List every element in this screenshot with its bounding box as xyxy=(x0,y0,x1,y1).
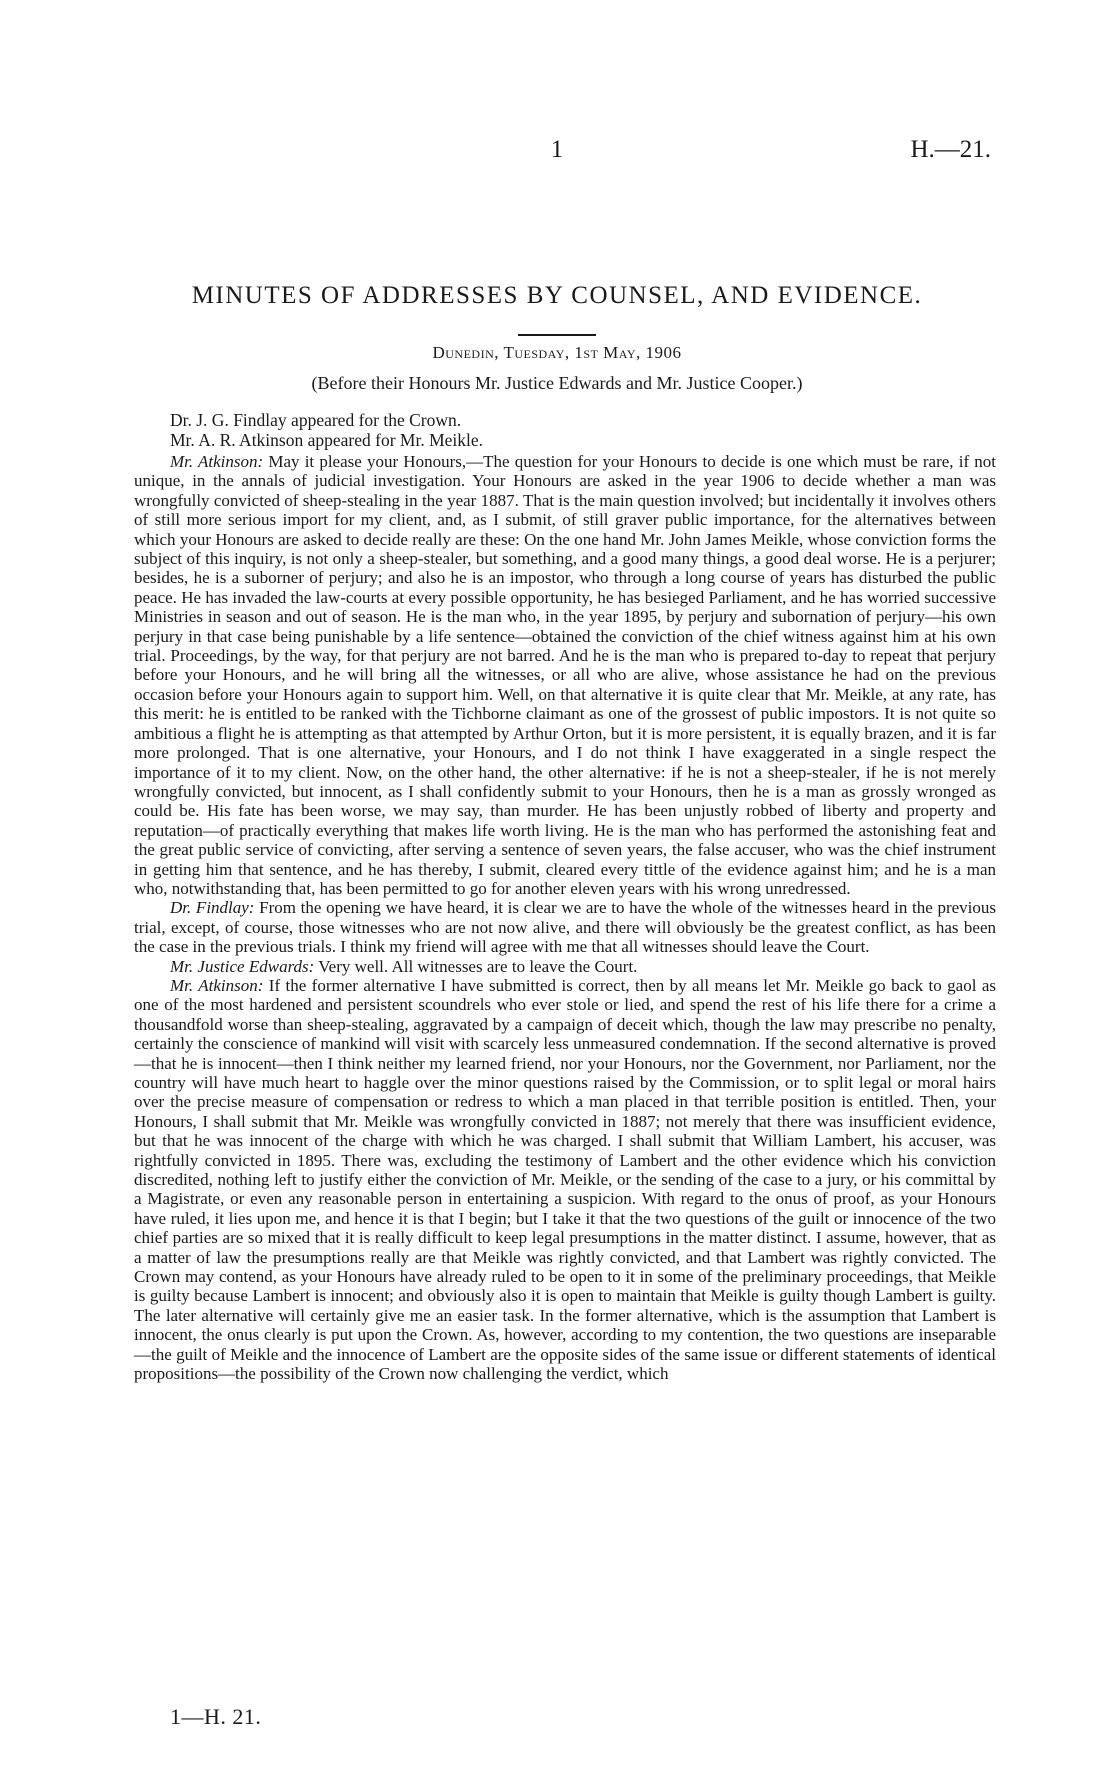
paragraph-text: May it please your Honours,—The question for your Honours to decide is one which must be rare, if not unique, in the annals of judicial investigation. Your Honours are asked in the year 1906 to decide whether a man was wrongfully convicted of sheep-stealing in the year 1887. That is the main question involved; but incidentally it involves others of still more serious import for my client, and, as I submit, of still graver public importance, for the alternatives between which your Honours are asked to decide really are these: On the one hand Mr. John James Meikle, whose conviction forms the subject of this inquiry, is not only a sheep-stealer, but something, and a good many things, a good deal worse. He is a perjurer; besides, he is a suborner of perjury; and also he is an impostor, who through a long course of years has disturbed the public peace. He has invaded the law-courts at every possible opportunity, he has besieged Parliament, and he has worried successive Ministries in season and out of season. He is the man who, in the year 1895, by perjury and subornation of perjury—his own perjury in that case being punishable by a life sentence—obtained the conviction of the chief witness against him at his own trial. Proceedings, by the way, for that perjury are not barred. And he is the man who is prepared to-day to repeat that perjury before your Honours, and he will bring all the witnesses, or all who are alive, whose assistance he had on the previous occasion before your Honours again to support him. Well, on that alternative it is quite clear that Mr. Meikle, at any rate, has this merit: he is entitled to be ranked with the Tichborne claimant as one of the grossest of public impostors. It is not quite so ambitious a flight he is attempting as that attempted by Arthur Orton, but it is more persistent, it is equally brazen, and it is far more prolonged. That is one alternative, your Honours, and I do not think I have exaggerated in a single respect the importance of it to my client. Now, on the other hand, the other alternative: if he is not a sheep-stealer, if he is not merely wrongfully convicted, but innocent, as I shall confidently submit to your Honours, then he is a man as grossly wronged as could be. His fate has been worse, we may say, than murder. He has been unjustly robbed of liberty and property and reputation—of practically everything that makes life worth living. He is the man who has performed the astonishing feat and the great public service of convicting, after serving a sentence of seven years, the false accuser, who was the chief instrument in getting him that sentence, and he has thereby, I submit, cleared every tittle of the evidence against him; and he is a man who, notwithstanding that, has been permitted to go for another eleven years with his wrong unredressed. xyxy=(134,452,997,898)
paragraph-text: From the opening we have heard, it is clear we are to have the whole of the witnesses heard in the previous trial, except, of course, those witnesses who are not now alive, and there will obviously be the greatest conflict, as has been the case in the previous trials. I think my friend will agree with me that all witnesses should leave the Court. xyxy=(134,898,997,957)
paragraph xyxy=(134,452,996,898)
speaker-name: Mr. Atkinson: xyxy=(170,452,264,471)
paragraph xyxy=(134,957,996,976)
title-rule xyxy=(518,334,596,336)
speaker-name: Mr. Atkinson: xyxy=(170,975,264,995)
dateline: Dunedin, Tuesday, 1st May, 1906 xyxy=(432,343,682,362)
paragraph xyxy=(134,976,996,1384)
document-title: MINUTES OF ADDRESSES BY COUNSEL, AND EVIDENCE. xyxy=(191,282,923,309)
appearance-crown: Dr. J. G. Findlay appeared for the Crown. xyxy=(170,410,462,430)
paragraph-text: If the former alternative I have submitted is correct, then by all means let Mr. Meikle go back to gaol as one of the most hardened and persistent scoundrels who ever stole or lied, and spend the rest of his life there for a crime a thousandfold worse than sheep-stealing, aggravated by a campaign of deceit which, though the law may prescribe no penalty, certainly the conscience of mankind will visit with scarcely less unmeasured condemnation. If the second alternative is proved—that he is innocent—then I think neither my learned friend, nor your Honours, nor the Government, nor Parliament, nor the country will have much heart to haggle over the minor questions raised by the Commission, or to split legal or moral hairs over the precise measure of compensation or redress to which a man placed in that terrible position is entitled. Then, your Honours, I shall submit that Mr. Meikle was wrongfully convicted in 1887; not merely that there was insufficient evidence, but that he was innocent of the charge with which he was charged. I shall submit that William Lambert, his accuser, was rightfully convicted in 1895. There was, excluding the testimony of Lambert and the other evidence which his conviction discredited, nothing left to justify either the conviction of Mr. Meikle, or the sending of the case to a jury, or his committal by a Magistrate, or even any reasonable person in entertaining a suspicion. With regard to the onus of proof, as your Honours have ruled, it lies upon me, and hence it is that I begin; but I take it that the two questions of the guilt or innocence of the two chief parties are so mixed that it is really difficult to keep legal presumptions in the matter distinct. I assume, however, that as a matter of law the presumptions really are that Meikle was rightly convicted, and that Lambert was rightly convicted. The Crown may contend, as your Honours have already ruled to be open to it in some of the preliminary proceedings, that Meikle is guilty because Lambert is innocent; and obviously also it is open to maintain that Meikle is guilty though Lambert is guilty. The later alternative will certainly give me an easier task. In the former alternative, which is the assumption that Lambert is innocent, the onus clearly is put upon the Crown. As, however, according to my contention, the two questions are inseparable—the guilt of Meikle and the innocence of Lambert are the opposite sides of the same issue or different statements of identical propositions—the possibility of the Crown now challenging the verdict, which xyxy=(134,975,997,1384)
paragraph-text: Very well. All witnesses are to leave the Court. xyxy=(318,956,638,976)
paper-reference: H.—21. xyxy=(910,136,991,163)
paragraph xyxy=(134,898,996,956)
page-number: 1 xyxy=(550,136,564,163)
bench-note: (Before their Honours Mr. Justice Edwards and Mr. Justice Cooper.) xyxy=(311,373,803,393)
minutes-body xyxy=(134,452,996,1384)
appearance-defence: Mr. A. R. Atkinson appeared for Mr. Meikle. xyxy=(170,430,484,450)
footer-signature: 1—H. 21. xyxy=(170,1704,262,1729)
speaker-name: Mr. Justice Edwards: xyxy=(170,956,315,976)
speaker-name: Dr. Findlay: xyxy=(170,898,255,918)
